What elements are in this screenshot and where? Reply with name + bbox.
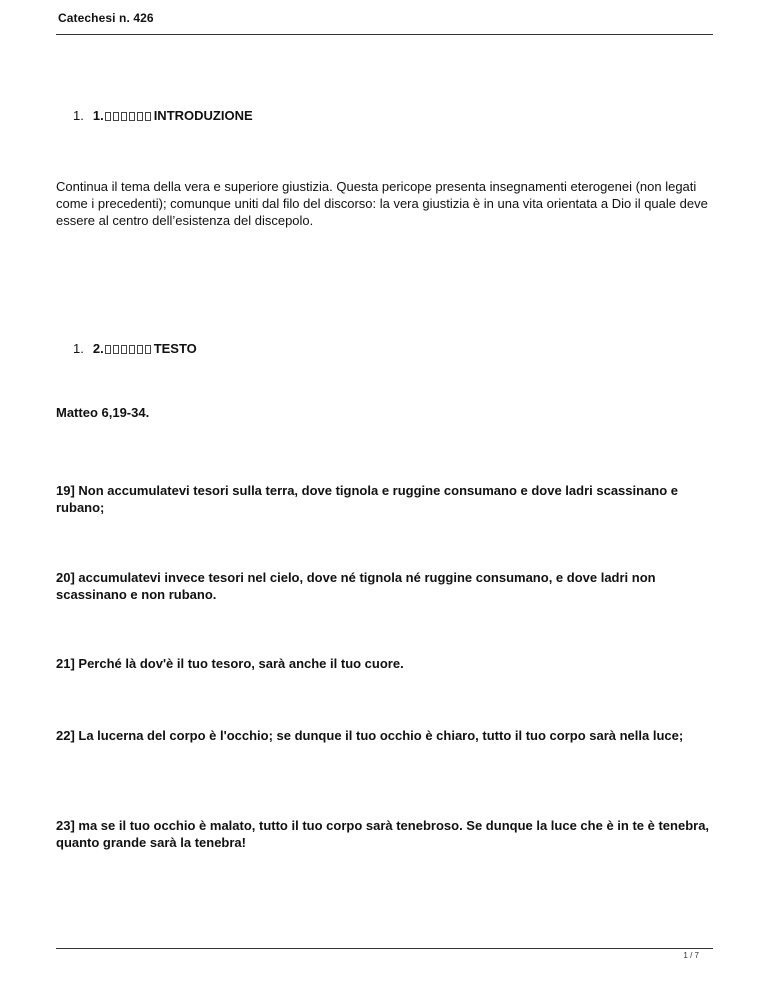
placeholder-glyphs (104, 341, 152, 356)
placeholder-glyphs (104, 108, 152, 123)
scripture-reference: Matteo 6,19-34. (56, 405, 150, 420)
footer-divider (56, 948, 713, 949)
section-number: 1. (92, 108, 104, 123)
verse-20: 20] accumulatevi invece tesori nel cielo, dove né tignola né ruggine consumano, e dove ladri non scassinano e non rubano. (56, 570, 656, 602)
section-number: 2. (92, 341, 104, 356)
intro-paragraph: Continua il tema della vera e superiore giustizia. Questa pericope presenta insegnamenti eterogenei (non legati come i precedenti); comunque uniti dal filo del discorso: la vera giustizia è in una vita orientata a Dio il quale deve essere al centro dell’esistenza del discepolo. (56, 179, 708, 228)
page-number: 1 / 7 (683, 951, 699, 960)
verse-23: 23] ma se il tuo occhio è malato, tutto il tuo corpo sarà tenebroso. Se dunque la luce che è in te è tenebra, quanto grande sarà la tenebra! (56, 818, 710, 850)
verse-22: 22] La lucerna del corpo è l'occhio; se dunque il tuo occhio è chiaro, tutto il tuo corpo sarà nella luce; (56, 728, 684, 743)
verse-21: 21] Perché là dov'è il tuo tesoro, sarà anche il tuo cuore. (56, 656, 404, 671)
header-divider (56, 34, 713, 35)
section-title: INTRODUZIONE (153, 108, 253, 123)
document-header-title: Catechesi n. 426 (58, 11, 154, 25)
section-heading-testo (73, 341, 197, 356)
section-heading-introduzione (73, 108, 253, 123)
list-number: 1. (73, 108, 84, 123)
list-number: 1. (73, 341, 84, 356)
verse-19: 19] Non accumulatevi tesori sulla terra, dove tignola e ruggine consumano e dove ladri scassinano e rubano; (56, 483, 679, 515)
section-title: TESTO (153, 341, 197, 356)
